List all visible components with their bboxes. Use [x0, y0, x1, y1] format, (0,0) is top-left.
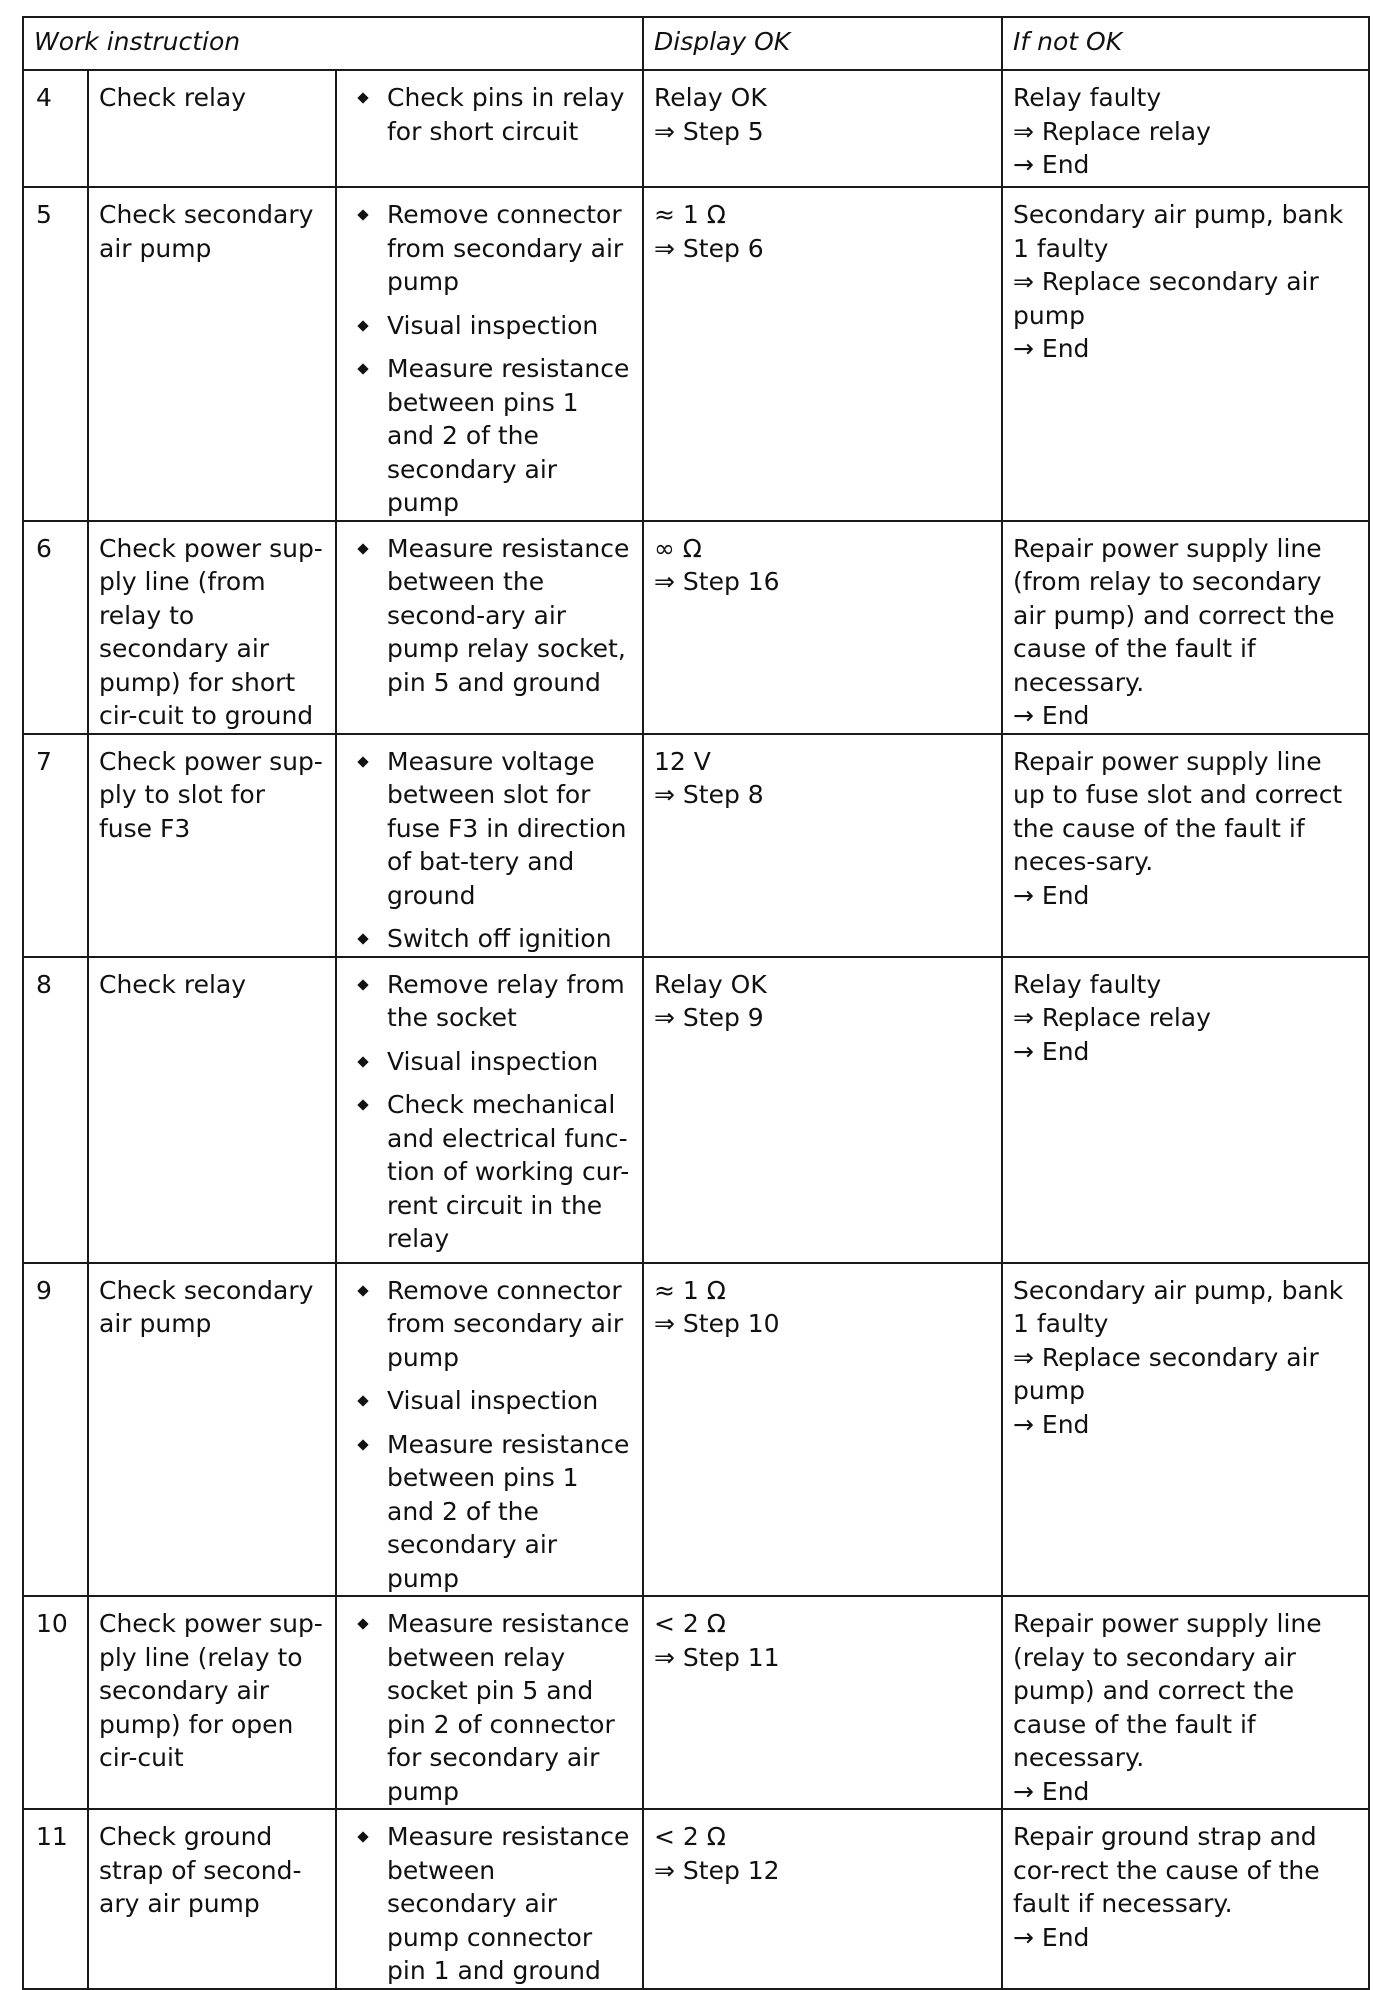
- diamond-bullet-icon: [357, 1831, 368, 1842]
- header-if-not-ok: If not OK: [1002, 17, 1369, 70]
- diamond-bullet-icon: [357, 363, 368, 374]
- display-ok-value: ≈ 1 Ω ⇒ Step 10: [643, 1263, 1002, 1597]
- diamond-bullet-icon: [357, 756, 368, 767]
- action-text: Visual inspection: [387, 310, 599, 340]
- action-list: [347, 532, 632, 700]
- action-steps: [336, 521, 643, 734]
- table-row: [23, 1809, 1369, 1989]
- step-number: 11: [23, 1809, 88, 1989]
- action-text: Measure resistance between the second-ary air pump relay socket, pin 5 and ground: [387, 533, 630, 697]
- list-item: [347, 922, 632, 956]
- action-text: Check mechanical and electrical func-tion of working cur-rent circuit in the relay: [387, 1090, 630, 1253]
- step-number: 4: [23, 70, 88, 187]
- diamond-bullet-icon: [357, 1285, 368, 1296]
- action-list: [347, 1820, 632, 1988]
- list-item: [347, 81, 632, 148]
- action-text: Visual inspection: [387, 1046, 599, 1076]
- if-not-ok-value: Secondary air pump, bank 1 faulty ⇒ Replace secondary air pump → End: [1002, 1263, 1369, 1597]
- table-row: [23, 734, 1369, 957]
- diamond-bullet-icon: [357, 1439, 368, 1450]
- action-list: [347, 81, 632, 148]
- action-text: Remove connector from secondary air pump: [387, 200, 624, 296]
- header-work-instruction: Work instruction: [23, 17, 643, 70]
- action-text: Remove relay from the socket: [387, 969, 625, 1032]
- action-text: Remove connector from secondary air pump: [387, 1275, 624, 1372]
- list-item: [347, 1384, 632, 1418]
- step-number: 5: [23, 187, 88, 521]
- diamond-bullet-icon: [357, 543, 368, 554]
- display-ok-value: 12 V ⇒ Step 8: [643, 734, 1002, 957]
- list-item: [347, 1820, 632, 1988]
- table-row: [23, 187, 1369, 521]
- if-not-ok-value: Secondary air pump, bank 1 faulty ⇒ Replace secondary air pump → End: [1002, 187, 1369, 521]
- step-number: 6: [23, 521, 88, 734]
- check-description: Check ground strap of second-ary air pump: [88, 1809, 336, 1989]
- if-not-ok-value: Repair power supply line up to fuse slot and correct the cause of the fault if neces-sary. → End: [1002, 734, 1369, 957]
- list-item: [347, 198, 632, 299]
- action-list: [347, 1274, 632, 1596]
- if-not-ok-value: Relay faulty ⇒ Replace relay → End: [1002, 70, 1369, 187]
- table-row: [23, 521, 1369, 734]
- action-text: Measure voltage between slot for fuse F3 in direction of bat-tery and ground: [387, 746, 627, 910]
- table-row: [23, 1263, 1369, 1597]
- if-not-ok-value: Relay faulty ⇒ Replace relay → End: [1002, 957, 1369, 1263]
- check-description: Check relay: [88, 70, 336, 187]
- header-display-ok: Display OK: [643, 17, 1002, 70]
- if-not-ok-value: Repair power supply line (from relay to secondary air pump) and correct the cause of the fault if necessary. → End: [1002, 521, 1369, 734]
- step-number: 10: [23, 1596, 88, 1809]
- list-item: [347, 1274, 632, 1375]
- list-item: [347, 1045, 632, 1079]
- action-steps: [336, 1809, 643, 1989]
- step-number: 9: [23, 1263, 88, 1597]
- table-row: [23, 1596, 1369, 1809]
- diamond-bullet-icon: [357, 1395, 368, 1406]
- display-ok-value: < 2 Ω ⇒ Step 11: [643, 1596, 1002, 1809]
- action-text: Measure resistance between pins 1 and 2 of the secondary air pump: [387, 354, 630, 517]
- display-ok-value: < 2 Ω ⇒ Step 12: [643, 1809, 1002, 1989]
- action-steps: [336, 187, 643, 521]
- if-not-ok-value: Repair ground strap and cor-rect the cause of the fault if necessary. → End: [1002, 1809, 1369, 1989]
- diamond-bullet-icon: [357, 979, 368, 990]
- table-row: [23, 957, 1369, 1263]
- action-text: Switch off ignition: [387, 924, 612, 953]
- diamond-bullet-icon: [357, 320, 368, 331]
- diamond-bullet-icon: [357, 92, 368, 103]
- check-description: Check relay: [88, 957, 336, 1263]
- display-ok-value: Relay OK ⇒ Step 9: [643, 957, 1002, 1263]
- list-item: [347, 532, 632, 700]
- action-text: Measure resistance between relay socket pin 5 and pin 2 of connector for secondary air pump: [387, 1609, 630, 1806]
- list-item: [347, 352, 632, 520]
- table-header-row: [23, 17, 1369, 70]
- list-item: [347, 309, 632, 343]
- diamond-bullet-icon: [357, 1056, 368, 1067]
- step-number: 7: [23, 734, 88, 957]
- check-description: Check secondary air pump: [88, 187, 336, 521]
- check-description: Check power sup-ply line (from relay to secondary air pump) for short cir-cuit to ground: [88, 521, 336, 734]
- list-item: [347, 1607, 632, 1808]
- list-item: [347, 1088, 632, 1256]
- step-number: 8: [23, 957, 88, 1263]
- action-list: [347, 1607, 632, 1808]
- table-body: [23, 70, 1369, 1989]
- table-row: [23, 70, 1369, 187]
- action-list: [347, 968, 632, 1256]
- display-ok-value: Relay OK ⇒ Step 5: [643, 70, 1002, 187]
- action-list: [347, 198, 632, 520]
- action-steps: [336, 734, 643, 957]
- diamond-bullet-icon: [357, 933, 368, 944]
- diamond-bullet-icon: [357, 209, 368, 220]
- action-steps: [336, 70, 643, 187]
- check-description: Check secondary air pump: [88, 1263, 336, 1597]
- action-text: Check pins in relay for short circuit: [387, 83, 625, 146]
- action-text: Visual inspection: [387, 1386, 599, 1415]
- list-item: [347, 745, 632, 913]
- work-instruction-table: [22, 16, 1370, 1990]
- list-item: [347, 968, 632, 1035]
- action-text: Measure resistance between pins 1 and 2 of the secondary air pump: [387, 1429, 630, 1593]
- if-not-ok-value: Repair power supply line (relay to secondary air pump) and correct the cause of the fault if necessary. → End: [1002, 1596, 1369, 1809]
- action-text: Measure resistance between secondary air pump connector pin 1 and ground: [387, 1822, 630, 1985]
- action-steps: [336, 1596, 643, 1809]
- diamond-bullet-icon: [357, 1099, 368, 1110]
- display-ok-value: ≈ 1 Ω ⇒ Step 6: [643, 187, 1002, 521]
- diamond-bullet-icon: [357, 1618, 368, 1629]
- check-description: Check power sup-ply to slot for fuse F3: [88, 734, 336, 957]
- list-item: [347, 1428, 632, 1596]
- action-list: [347, 745, 632, 956]
- check-description: Check power sup-ply line (relay to secondary air pump) for open cir-cuit: [88, 1596, 336, 1809]
- action-steps: [336, 1263, 643, 1597]
- action-steps: [336, 957, 643, 1263]
- display-ok-value: ∞ Ω ⇒ Step 16: [643, 521, 1002, 734]
